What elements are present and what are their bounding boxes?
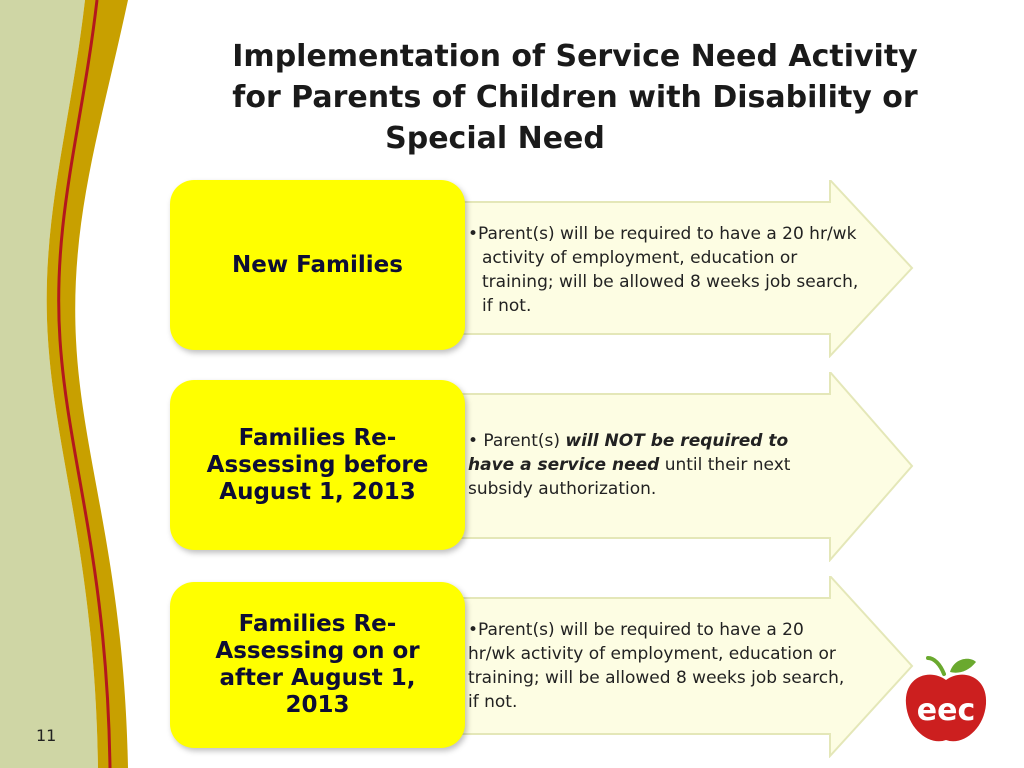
- category-label: Families Re-Assessing before August 1, 2013: [206, 424, 429, 505]
- bullet-body: Parent(s) will be required to have a 20 hr/wk activity of employment, education or training; will be allowed 8 weeks job search, if not.: [468, 620, 845, 712]
- bullet-text: [468, 429, 828, 501]
- bullet-body: Parent(s) will be required to have a 20 hr/wk activity of employment, education or training; will be allowed 8 weeks job search, if not.: [478, 224, 859, 316]
- row-new-families: [170, 180, 920, 358]
- bullet-marker: •: [468, 620, 479, 640]
- category-box: [170, 180, 465, 350]
- bullet-text-after: until their next subsidy authorization.: [468, 455, 791, 499]
- row-reassessing-before: [170, 372, 920, 558]
- title-line-3: Special Need: [385, 121, 605, 156]
- slide-title: [175, 36, 975, 159]
- logo-text: eec: [916, 693, 976, 728]
- bullet-text: [468, 222, 862, 318]
- category-label: Families Re-Assessing on or after August 1, 2013: [215, 611, 420, 718]
- bullet-marker: •: [468, 431, 479, 451]
- bullet-emphasis: will NOT be required to have a service need: [468, 431, 789, 475]
- bullet-text-before: Parent(s): [478, 431, 566, 451]
- title-line-1: Implementation of Service Need Activity: [232, 39, 918, 74]
- apple-logo-icon: [900, 656, 992, 748]
- category-box: [170, 380, 465, 550]
- category-label: New Families: [232, 251, 403, 278]
- category-box: [170, 582, 465, 748]
- row-reassessing-on-or-after: [170, 576, 920, 756]
- bullet-text: [468, 618, 848, 714]
- page-number: 11: [36, 726, 57, 745]
- bullet-marker: •: [468, 224, 479, 244]
- title-line-2: for Parents of Children with Disability or: [232, 80, 918, 115]
- sidebar-decoration: [0, 0, 140, 768]
